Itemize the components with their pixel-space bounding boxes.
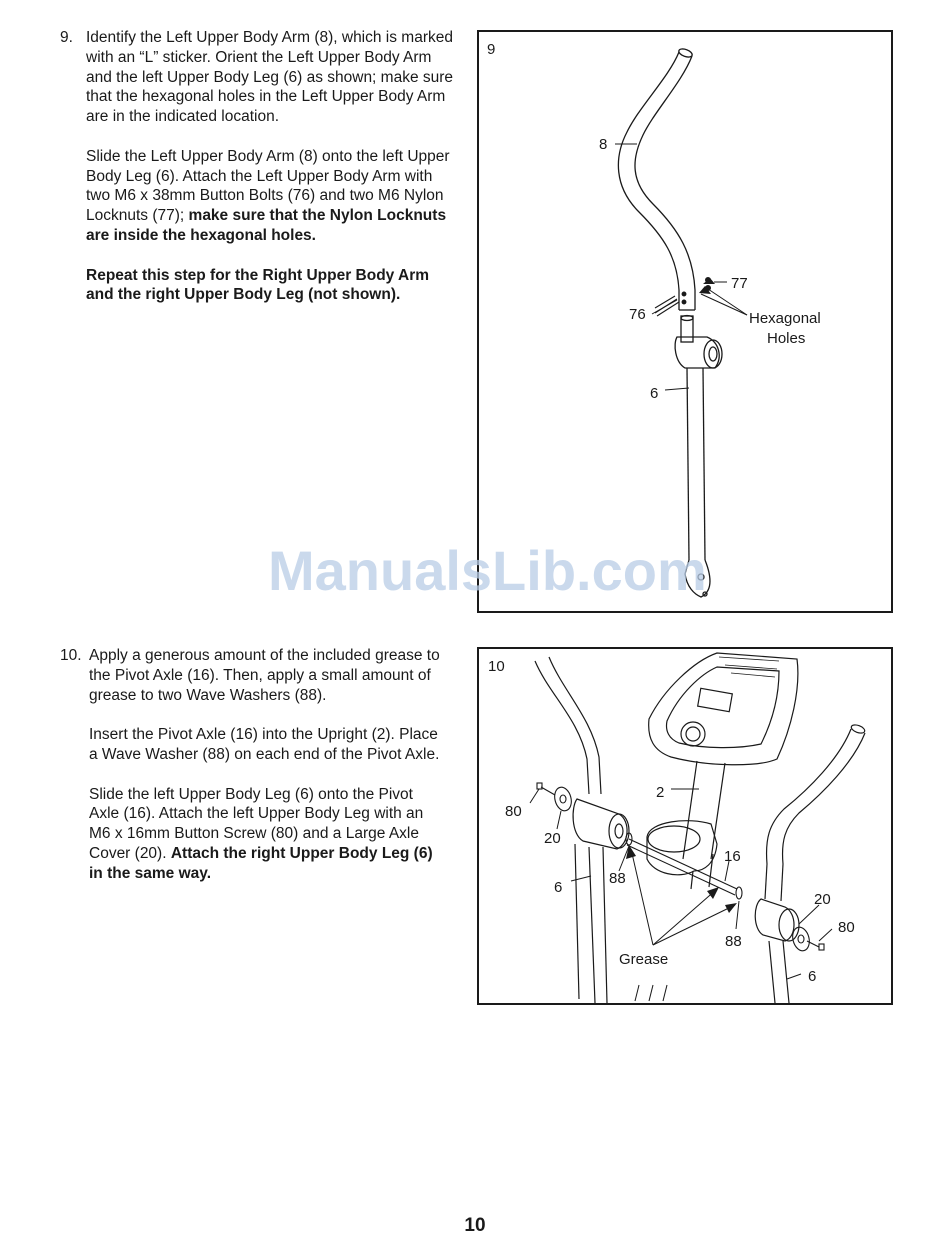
step-10-paragraph-3-emphasis: Attach the right Upper Body Leg (6) in the same way. [89,844,433,882]
callout-2: 2 [656,784,665,801]
figure-9-drawing [479,32,891,611]
step-9-number: 9. [60,29,73,46]
step-10-paragraph-3 [89,785,444,884]
callout-hexagonal: Hexagonal [749,310,821,327]
pivot-axle [627,839,737,895]
callout-20-right: 20 [814,891,831,908]
step-9-paragraph-2-warning: make sure that the Nylon Locknuts are inside the hexagonal holes. [86,207,447,244]
step-9-paragraph-2-text: Slide the Left Upper Body Arm (8) onto the left Upper Body Leg (6). Attach the Left Upper Body Arm with two M6 x 38mm Button Bolts (76) and two M6 Nylon Locknuts (77); [86,147,450,225]
callout-16: 16 [724,848,741,865]
callout-88-right: 88 [725,933,742,950]
step-9-paragraph-2 [86,147,456,246]
step-10-paragraph-1: Apply a generous amount of the included grease to the Pivot Axle (16). Then, apply a small amount of grease to two Wave Washers (88). [89,647,440,704]
right-upper-body-leg [755,723,866,1003]
figure-10-drawing [479,649,891,1003]
step-10-paragraph-3-text: Slide the left Upper Body Leg (6) onto the Pivot Axle (16). Attach the left Upper Body Leg with an M6 x 16mm Button Screw (80) and a Large Axle Cover (20). [89,785,424,862]
floor-marks [635,985,667,1001]
upper-body-arm [618,47,695,310]
console [649,653,798,765]
callout-6: 6 [650,385,659,402]
callout-holes: Holes [767,330,806,347]
callout-8: 8 [599,136,608,153]
callout-77: 77 [731,275,748,292]
upright [647,761,725,889]
callout-80-left: 80 [505,803,522,820]
step-10-paragraph-2: Insert the Pivot Axle (16) into the Upright (2). Place a Wave Washer (88) on each end of the Pivot Axle. [89,726,440,763]
right-screw-80 [807,941,824,950]
callout-88-left: 88 [609,870,626,887]
left-axle-cover-20 [552,785,574,812]
figure-10-label: 10 [488,658,505,675]
callout-80-right: 80 [838,919,855,936]
page-number: 10 [464,1215,486,1236]
grease-arrows [626,845,737,913]
step-9-paragraph-3 [86,266,456,306]
figure-9-label: 9 [487,41,496,58]
step-9-paragraph-1: Identify the Left Upper Body Arm (8), which is marked with an “L” sticker. Orient the Left Upper Body Arm and the left Upper Body Leg (6) as shown; make sure that the hexagonal holes in the Left Upper Body Arm are in the indicated location. [86,29,454,126]
step-10-number: 10. [60,647,82,664]
callout-20-left: 20 [544,830,561,847]
callout-grease: Grease [619,951,669,968]
figure-9 [477,30,893,613]
watermark: ManualsLib.com [268,539,707,602]
callout-76: 76 [629,306,646,323]
callout-6-left: 6 [554,879,563,896]
callout-6-right: 6 [808,968,817,985]
right-wave-washer-88 [736,887,742,899]
figure-10 [477,647,893,1005]
step-9-repeat-note: Repeat this step for the Right Upper Body Arm and the right Upper Body Leg (not shown). [86,266,430,304]
left-screw-80 [537,783,555,795]
